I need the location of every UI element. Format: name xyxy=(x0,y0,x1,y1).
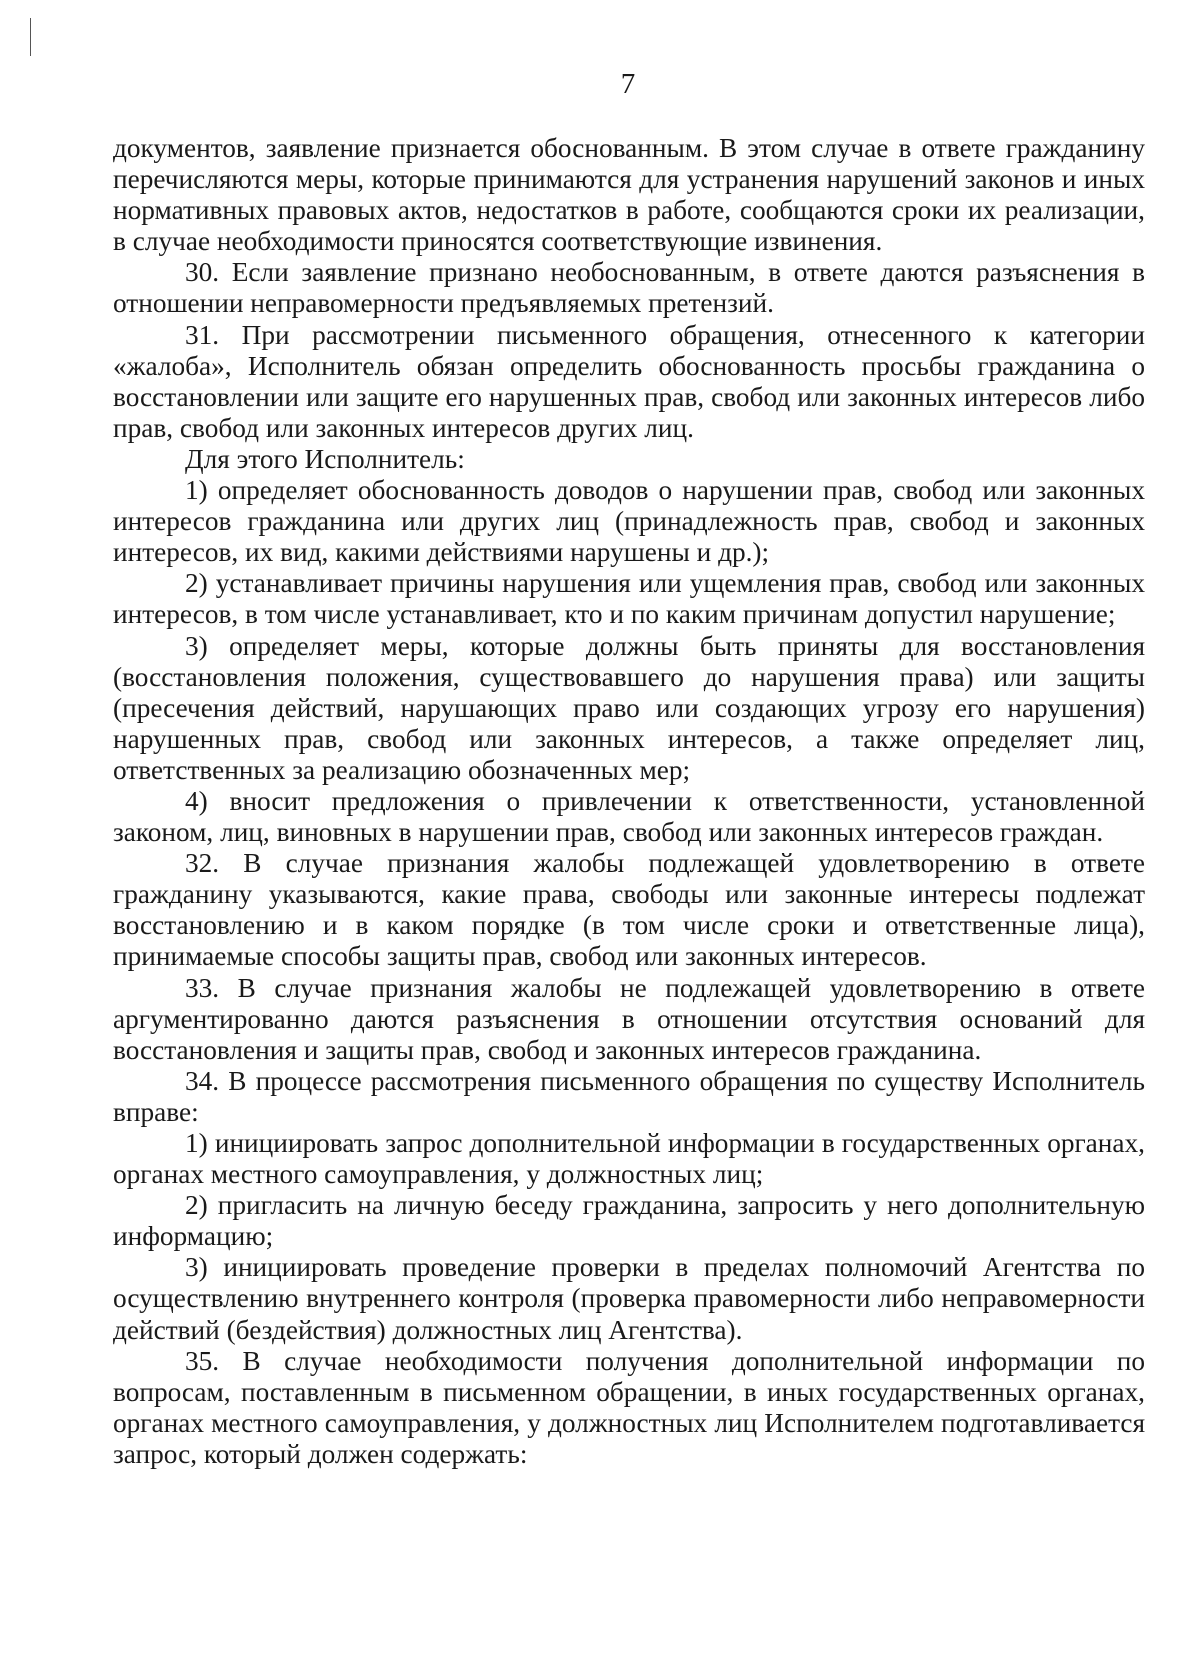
document-body xyxy=(113,133,1145,1470)
paragraph-31-item-4: 4) вносит предложения о привлечении к ответственности, установленной законом, лиц, виновных в нарушении прав, свобод или законных интересов граждан. xyxy=(113,785,1145,848)
paragraph-31-item-1: 1) определяет обоснованность доводов о нарушении прав, свобод или законных интересов гражданина или других лиц (принадлежность прав, свобод и законных интересов, их вид, какими действиями нарушены и др.); xyxy=(113,475,1145,568)
paragraph-34-item-3: 3) инициировать проведение проверки в пределах полномочий Агентства по осуществлению внутреннего контроля (проверка правомерности либо неправомерности действий (бездействия) должностных лиц Агентства). xyxy=(113,1252,1145,1345)
paragraph-30: 30. Если заявление признано необоснованным, в ответе даются разъяснения в отношении неправомерности предъявляемых претензий. xyxy=(113,257,1145,319)
paragraph-35: 35. В случае необходимости получения дополнительной информации по вопросам, поставленным в письменном обращении, в иных государственных органах, органах местного самоуправления, у должностных лиц Исполнителем подготавливается запрос, который должен содержать: xyxy=(113,1345,1145,1469)
paragraph-31-item-3: 3) определяет меры, которые должны быть приняты для восстановления (восстановления положения, существовавшего до нарушения права) или защиты (пресечения действий, нарушающих право или создающих угрозу его нарушения) нарушенных прав, свобод или законных интересов, а также определяет лиц, ответственных за реализацию обозначенных мер; xyxy=(113,630,1145,785)
paragraph-continuation: документов, заявление признается обоснованным. В этом случае в ответе гражданину перечисляются меры, которые принимаются для устранения нарушений законов и иных нормативных правовых актов, недостатков в работе, сообщаются сроки их реализации, в случае необходимости приносятся соответствующие извинения. xyxy=(113,133,1145,257)
paragraph-34-item-1: 1) инициировать запрос дополнительной информации в государственных органах, органах местного самоуправления, у должностных лиц; xyxy=(113,1128,1145,1190)
margin-mark xyxy=(30,18,31,56)
page-number: 7 xyxy=(620,68,636,100)
paragraph-34-item-2: 2) пригласить на личную беседу гражданина, запросить у него дополнительную информацию; xyxy=(113,1190,1145,1252)
paragraph-34: 34. В процессе рассмотрения письменного обращения по существу Исполнитель вправе: xyxy=(113,1065,1145,1127)
paragraph-33: 33. В случае признания жалобы не подлежащей удовлетворению в ответе аргументированно даются разъяснения в отношении отсутствия оснований для восстановления и защиты прав, свобод и законных интересов гражданина. xyxy=(113,972,1145,1065)
paragraph-32: 32. В случае признания жалобы подлежащей удовлетворению в ответе гражданину указываются, какие права, свободы или законные интересы подлежат восстановлению и в каком порядке (в том числе сроки и ответственные лица), принимаемые способы защиты прав, свобод или законных интересов. xyxy=(113,848,1145,972)
paragraph-31: 31. При рассмотрении письменного обращения, отнесенного к категории «жалоба», Исполнитель обязан определить обоснованность просьбы гражданина о восстановлении или защите его нарушенных прав, свобод или законных интересов либо прав, свобод или законных интересов других лиц. xyxy=(113,319,1145,443)
paragraph-31-item-2: 2) устанавливает причины нарушения или ущемления прав, свобод или законных интересов, в том числе устанавливает, кто и по каким причинам допустил нарушение; xyxy=(113,568,1145,630)
paragraph-31-intro: Для этого Исполнитель: xyxy=(185,443,465,474)
